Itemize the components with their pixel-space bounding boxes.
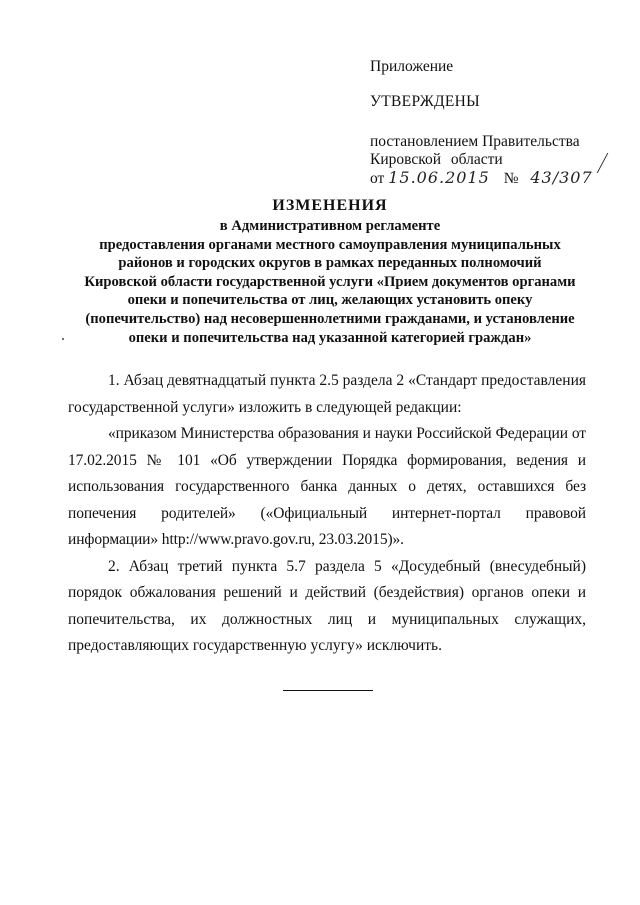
document-heading xyxy=(60,197,600,347)
decree-line: постановлением Правительства xyxy=(370,133,580,150)
paragraph-quoted-text: «приказом Министерства образования и науки Российской Федерации от 17.02.2015 № 101 «Об утверждении Порядка формирования, ведения и использования государственного банка данных о детях, оставшихся без попечения родителей» («Официальный интернет-портал правовой информации» http://www.pravo.gov.ru, 23.03.2015)». xyxy=(68,425,586,548)
heading-line: районов и городских округов в рамках переданных полномочий xyxy=(118,255,542,272)
end-divider xyxy=(283,690,373,691)
handwritten-number: 43/307 xyxy=(530,168,593,187)
heading-line: опеки и попечительства от лиц, желающих установить опеку xyxy=(127,292,533,309)
region-line: Кировской области xyxy=(370,151,503,168)
approval-block xyxy=(370,58,620,188)
heading-line: опеки и попечительства над указанной категорией граждан» xyxy=(128,329,532,346)
date-prefix: от xyxy=(370,170,385,187)
approved-label: УТВЕРЖДЕНЫ xyxy=(370,93,480,110)
heading-title: ИЗМЕНЕНИЯ xyxy=(272,197,388,214)
heading-line: (попечительство) над несовершеннолетними гражданами, и установление xyxy=(85,310,575,327)
scan-speck xyxy=(62,338,64,340)
heading-line: Кировской области государственной услуги «Прием документов органами xyxy=(84,273,576,290)
appendix-label: Приложение xyxy=(370,58,454,75)
heading-line: предоставления органами местного самоуправления муниципальных xyxy=(99,236,561,253)
paragraph-item-1: 1. Абзац девятнадцатый пункта 2.5 раздела 2 «Стандарт предоставления государственной услуги» изложить в следующей редакции: xyxy=(68,372,586,416)
document-body xyxy=(68,368,586,660)
number-sign: № xyxy=(503,170,519,187)
handwritten-date: 15.06.2015 xyxy=(388,168,490,187)
heading-line: в Административном регламенте xyxy=(219,218,441,234)
date-number-line xyxy=(370,169,620,188)
paragraph-item-2: 2. Абзац третий пункта 5.7 раздела 5 «Досудебный (внесудебный) порядок обжалования решений и действий (бездействия) органов опеки и попечительства, их должностных лиц и муниципальных служащих, предоставляющих государственную услугу» исключить. xyxy=(68,557,586,654)
